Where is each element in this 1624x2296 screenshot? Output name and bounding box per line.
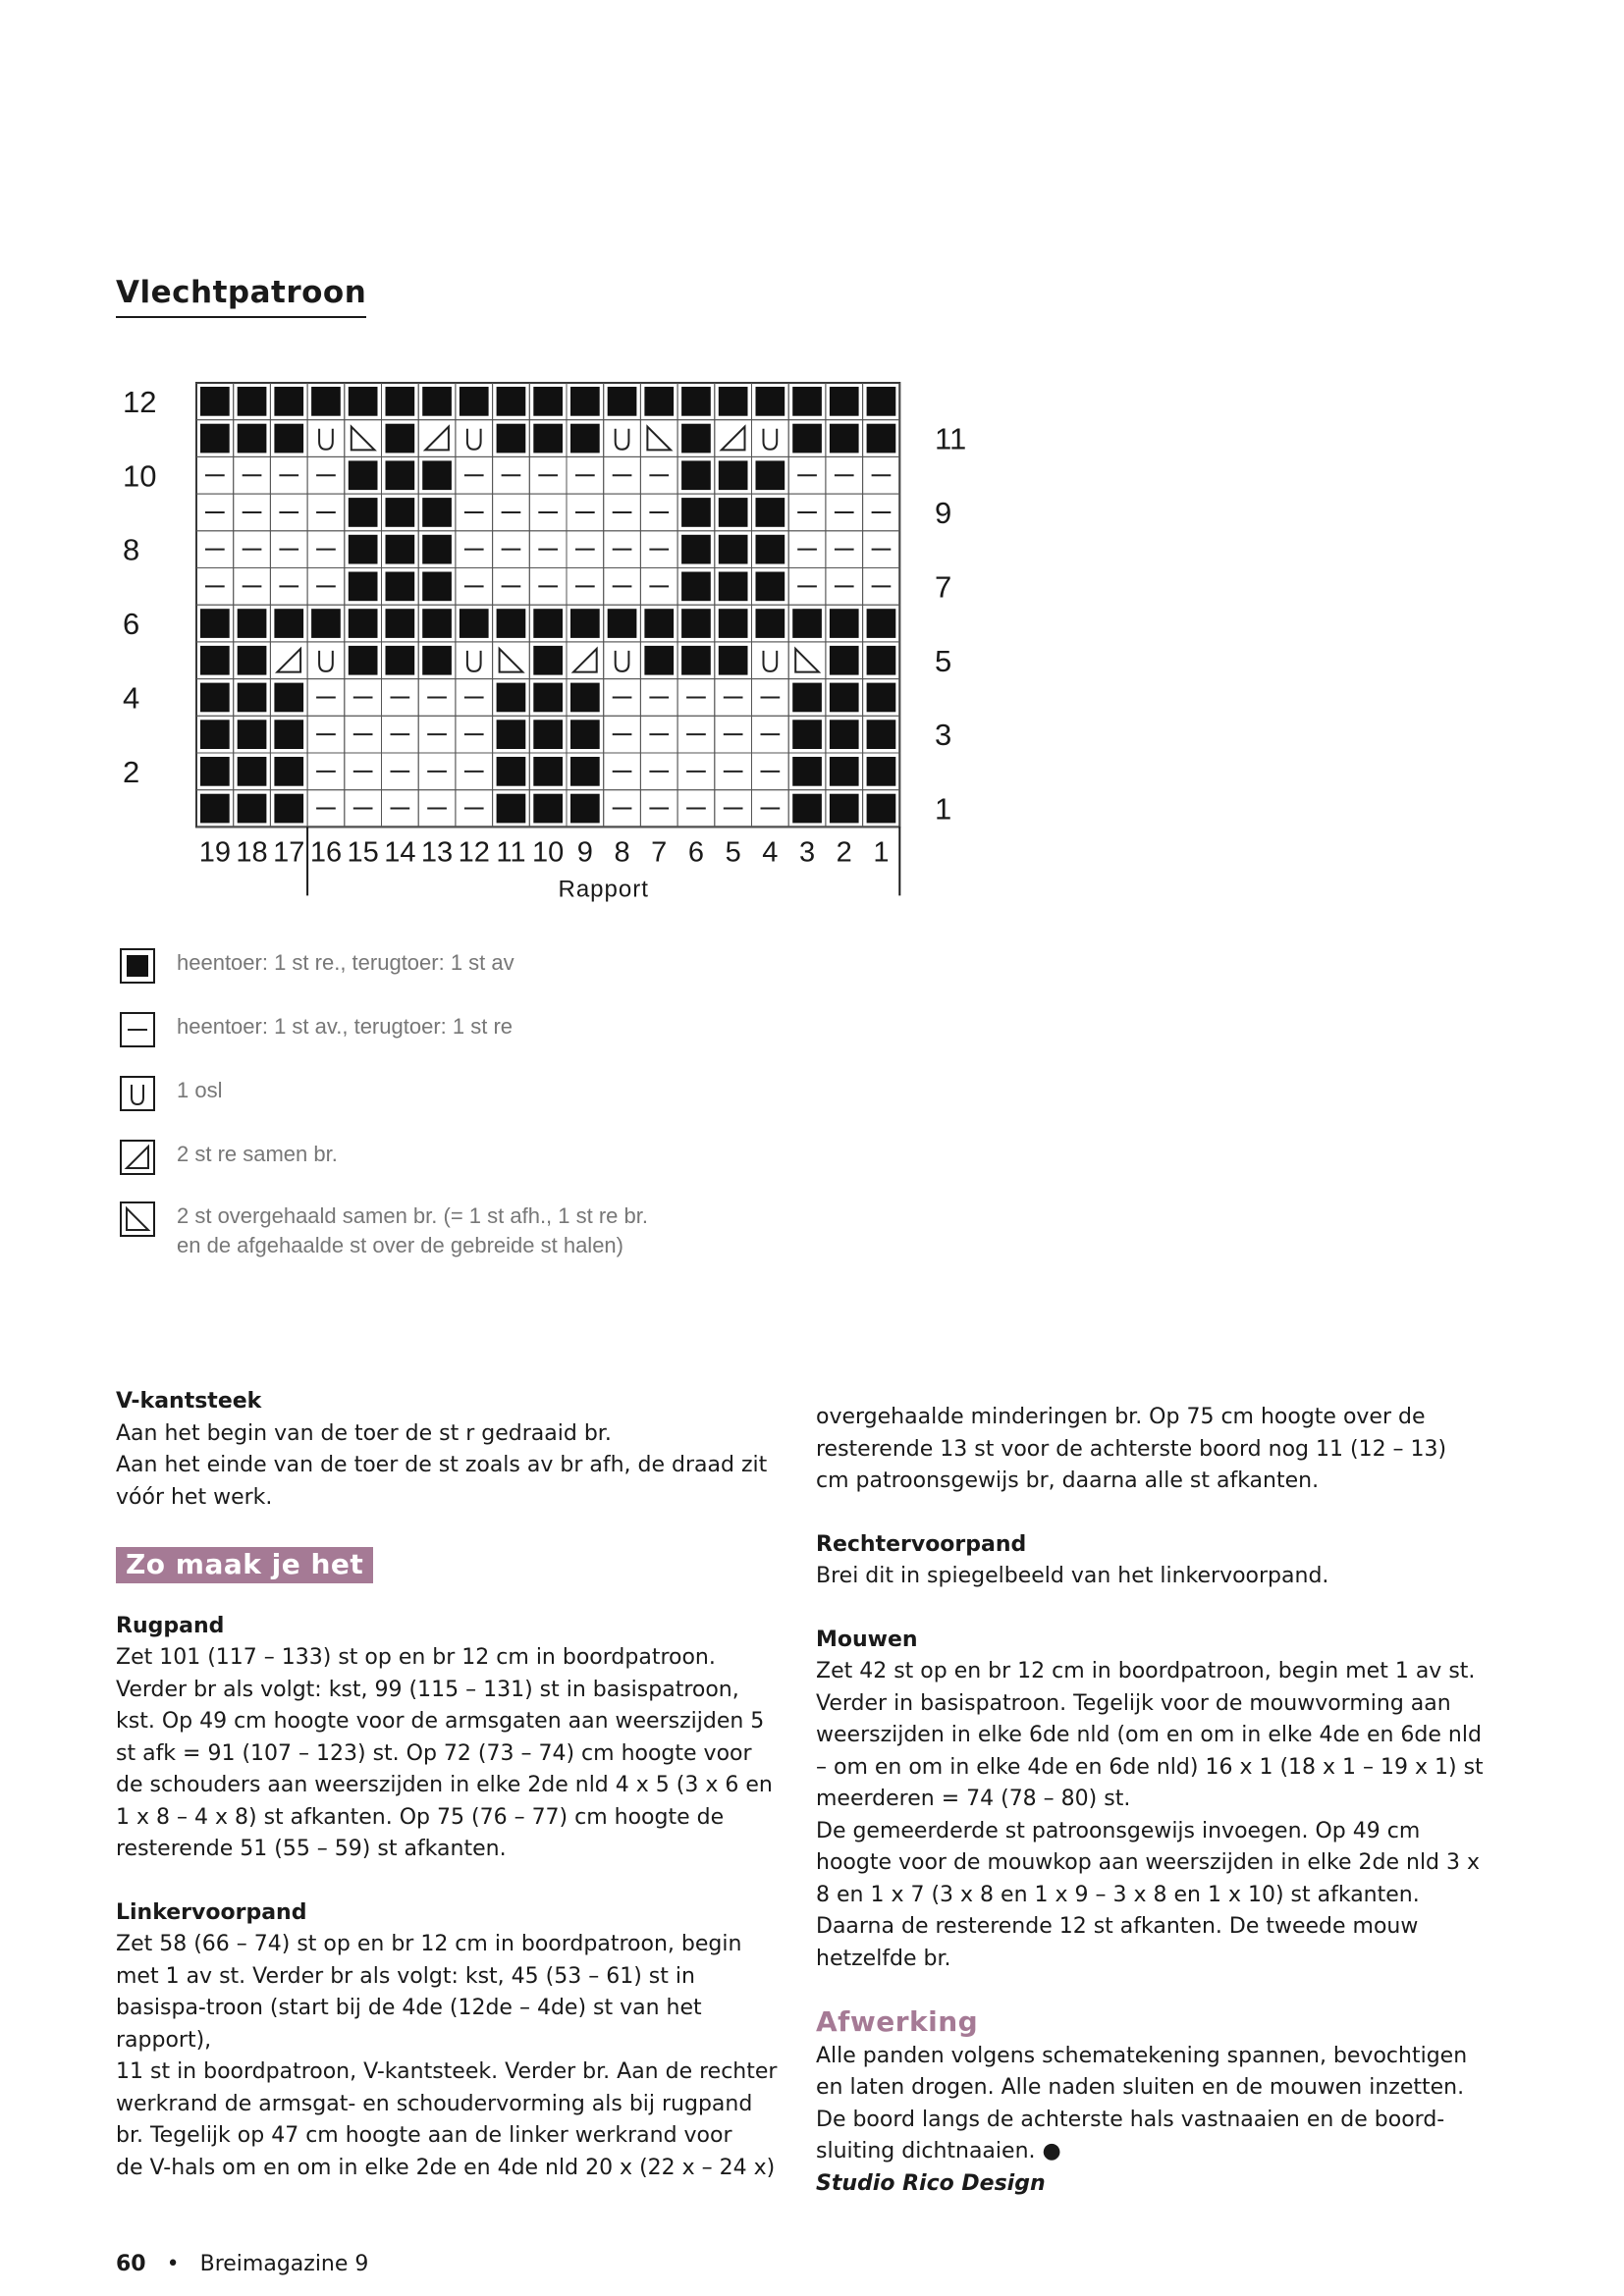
stitch-filled — [497, 794, 526, 824]
stitch-filled — [422, 387, 452, 416]
stitch-filled — [830, 720, 859, 749]
stitch-filled — [830, 757, 859, 786]
stitch-filled — [681, 535, 711, 564]
stitch-filled — [200, 794, 230, 824]
legend-text: heentoer: 1 st av., terugtoer: 1 st re — [177, 1014, 513, 1039]
row-label-left: 4 — [123, 680, 140, 716]
stitch-filled — [756, 498, 785, 527]
column-label: 2 — [836, 836, 852, 869]
stitch-filled — [533, 646, 563, 675]
column-label: 10 — [532, 836, 565, 869]
stitch-filled — [460, 609, 489, 638]
stitch-filled — [867, 387, 896, 416]
stitch-filled — [792, 609, 822, 638]
stitch-filled — [386, 646, 415, 675]
stitch-filled — [719, 498, 748, 527]
column-label: 8 — [614, 836, 630, 869]
stitch-filled — [274, 424, 303, 454]
stitch-filled — [497, 720, 526, 749]
stitch-filled — [570, 720, 600, 749]
legend-text: 2 st overgehaald samen br. (= 1 st afh., 1 st re br. en de afgehaalde st over de gebreide st halen) — [177, 1203, 648, 1257]
stitch-filled — [681, 572, 711, 602]
legend-text: heentoer: 1 st re., terugtoer: 1 st av — [177, 950, 514, 975]
row-label-right: 7 — [935, 569, 952, 605]
stitch-filled — [386, 387, 415, 416]
column-label: 11 — [496, 836, 526, 869]
column-label: 12 — [458, 836, 490, 869]
legend-text: 1 osl — [177, 1078, 223, 1102]
stitch-filled — [274, 757, 303, 786]
row-label-left: 10 — [123, 458, 157, 494]
stitch-filled — [497, 609, 526, 638]
stitch-filled — [867, 794, 896, 824]
stitch-filled — [533, 720, 563, 749]
column-label: 15 — [347, 836, 379, 869]
stitch-filled — [719, 535, 748, 564]
column-label: 7 — [651, 836, 668, 869]
stitch-filled — [200, 757, 230, 786]
stitch-filled — [867, 424, 896, 454]
legend-item — [120, 1140, 338, 1175]
stitch-filled — [792, 757, 822, 786]
column-label: 5 — [725, 836, 741, 869]
row-label-left: 8 — [123, 532, 140, 567]
stitch-filled — [533, 757, 563, 786]
stitch-filled — [644, 387, 674, 416]
linkervoorpand-title: Linkervoorpand — [116, 1899, 307, 1925]
stitch-filled — [756, 609, 785, 638]
stitch-filled — [386, 424, 415, 454]
stitch-filled — [238, 720, 267, 749]
afwerking-section — [816, 2006, 1484, 2200]
stitch-filled — [274, 387, 303, 416]
stitch-filled — [274, 683, 303, 713]
stitch-filled — [867, 609, 896, 638]
stitch-filled — [533, 794, 563, 824]
legend-item — [120, 1076, 222, 1111]
stitch-filled — [867, 646, 896, 675]
stitch-filled — [830, 646, 859, 675]
stitch-filled — [830, 794, 859, 824]
stitch-filled — [311, 387, 341, 416]
stitch-filled — [386, 498, 415, 527]
v-kantsteek-section — [116, 1386, 784, 1514]
stitch-filled — [386, 460, 415, 490]
stitch-filled — [830, 683, 859, 713]
stitch-filled — [681, 460, 711, 490]
stitch-filled — [867, 757, 896, 786]
stitch-filled — [756, 387, 785, 416]
column-label: 16 — [309, 836, 343, 869]
stitch-filled — [533, 609, 563, 638]
stitch-filled — [349, 498, 378, 527]
stitch-filled — [422, 498, 452, 527]
row-label-left: 12 — [123, 384, 157, 419]
signature: Studio Rico Design — [816, 2170, 1046, 2196]
legend-text: 2 st re samen br. — [177, 1142, 338, 1166]
knitting-chart — [0, 0, 1624, 923]
instructions-banner: Zo maak je het — [116, 1547, 373, 1583]
stitch-filled — [497, 683, 526, 713]
stitch-filled — [644, 646, 674, 675]
stitch-filled — [792, 720, 822, 749]
stitch-filled — [422, 572, 452, 602]
legend-item — [120, 1012, 513, 1047]
column-label: 13 — [420, 836, 454, 869]
rugpand-section — [116, 1611, 784, 1866]
column-label: 4 — [762, 836, 779, 869]
linkervoorpand-section — [116, 1897, 784, 2185]
stitch-filled — [386, 535, 415, 564]
legend-filled-icon — [120, 948, 155, 984]
stitch-filled — [422, 609, 452, 638]
stitch-filled — [719, 609, 748, 638]
row-label-right: 9 — [935, 495, 952, 530]
stitch-filled — [533, 424, 563, 454]
stitch-filled — [608, 387, 637, 416]
rechtervoorpand-title: Rechtervoorpand — [816, 1531, 1027, 1557]
column-label: 6 — [687, 836, 705, 869]
stitch-filled — [238, 794, 267, 824]
stitch-filled — [349, 609, 378, 638]
stitch-filled — [830, 424, 859, 454]
legend-item — [120, 1201, 648, 1260]
magazine-name: Breimagazine 9 — [199, 2252, 369, 2276]
stitch-filled — [274, 609, 303, 638]
stitch-filled — [792, 794, 822, 824]
page-footer — [116, 2252, 368, 2276]
right-column — [816, 1402, 1484, 2200]
stitch-filled — [533, 683, 563, 713]
afwerking-title: Afwerking — [816, 2005, 979, 2038]
stitch-filled — [533, 387, 563, 416]
column-label: 14 — [384, 836, 416, 869]
column-label: 19 — [198, 836, 231, 869]
stitch-filled — [681, 609, 711, 638]
stitch-filled — [422, 646, 452, 675]
stitch-filled — [386, 609, 415, 638]
stitch-filled — [238, 646, 267, 675]
rugpand-text: Zet 101 (117 – 133) st op en br 12 cm in boordpatroon. Verder br als volgt: kst, 99 (115 – 131) st in basispatroon, kst. Op 49 cm hoogte voor de armsgaten aan weerszijden 5 st afk = 91 (107 – 123) st. Op 72 (73 – 74) cm hoogte voor de schouders aan weerszijden in elke 2de nld 4 x 5 (3 x 6 en 1 x 8 – 4 x 8) st afkanten. Op 75 (76 – 77) cm hoogte de resterende 51 (55 – 59) st afkanten. — [116, 1645, 773, 1861]
stitch-filled — [386, 572, 415, 602]
mouwen-section — [816, 1625, 1484, 1976]
stitch-filled — [719, 460, 748, 490]
stitch-filled — [570, 683, 600, 713]
stitch-filled — [311, 609, 341, 638]
footer-separator: • — [166, 2252, 180, 2276]
page-number: 60 — [116, 2252, 146, 2276]
column-label: 1 — [873, 836, 890, 869]
stitch-filled — [497, 387, 526, 416]
legend-k2tog-icon — [120, 1140, 155, 1175]
column-label: 9 — [576, 836, 593, 869]
stitch-filled — [792, 424, 822, 454]
stitch-filled — [570, 387, 600, 416]
stitch-filled — [200, 609, 230, 638]
stitch-filled — [200, 646, 230, 675]
stitch-filled — [830, 609, 859, 638]
stitch-filled — [792, 387, 822, 416]
stitch-filled — [719, 646, 748, 675]
stitch-filled — [570, 424, 600, 454]
mouwen-title: Mouwen — [816, 1627, 918, 1652]
row-label-right: 11 — [935, 421, 967, 456]
repeat-label: Rapport — [558, 876, 649, 903]
continuation-text: overgehaalde minderingen br. Op 75 cm hoogte over de resterende 13 st voor de achterste boord nog 11 (12 – 13) cm patroonsgewijs br, daarna alle st afkanten. — [816, 1405, 1447, 1493]
stitch-filled — [274, 720, 303, 749]
stitch-filled — [238, 609, 267, 638]
stitch-filled — [274, 794, 303, 824]
legend-yarn-over-icon — [120, 1076, 155, 1111]
linkervoorpand-text: Zet 58 (66 – 74) st op en br 12 cm in boordpatroon, begin met 1 av st. Verder br als volgt: kst, 45 (53 – 61) st in basispa-troon (start bij de 4de (12de – 4de) st van het rapport), 11 st in boordpatroon, V-kantsteek. Verder br. Aan de rechter werkrand de armsgat- en schoudervorming als bij rugpand br. Tegelijk op 47 cm hoogte aan de linker werkrand voor de V-hals om en om in elke 2de en 4de nld 20 x (22 x – 24 x) — [116, 1932, 778, 2180]
stitch-filled — [238, 387, 267, 416]
stitch-filled — [570, 757, 600, 786]
afwerking-text: Alle panden volgens schematekening spannen, bevochtigen en laten drogen. Alle naden sluiten en de mouwen inzetten. De boord langs de achterste hals vastnaaien en de boord-sluiting dichtnaaien. ● — [816, 2043, 1468, 2163]
stitch-filled — [497, 424, 526, 454]
row-label-left: 6 — [123, 607, 140, 642]
stitch-filled — [681, 646, 711, 675]
stitch-filled — [349, 535, 378, 564]
stitch-filled — [681, 424, 711, 454]
column-label: 18 — [236, 836, 268, 869]
stitch-filled — [570, 794, 600, 824]
stitch-filled — [570, 609, 600, 638]
stitch-filled — [756, 572, 785, 602]
stitch-filled — [349, 460, 378, 490]
legend-dash-icon — [120, 1012, 155, 1047]
stitch-filled — [792, 683, 822, 713]
rechtervoorpand-section — [816, 1529, 1484, 1593]
stitch-filled — [608, 609, 637, 638]
stitch-filled — [238, 424, 267, 454]
stitch-filled — [756, 460, 785, 490]
stitch-filled — [422, 460, 452, 490]
v-kantsteek-title: V-kantsteek — [116, 1389, 262, 1414]
stitch-filled — [349, 646, 378, 675]
stitch-filled — [867, 720, 896, 749]
stitch-filled — [756, 535, 785, 564]
stitch-filled — [719, 572, 748, 602]
stitch-filled — [422, 535, 452, 564]
stitch-filled — [830, 387, 859, 416]
stitch-filled — [200, 720, 230, 749]
stitch-filled — [644, 609, 674, 638]
stitch-filled — [681, 498, 711, 527]
stitch-filled — [349, 387, 378, 416]
column-label: 3 — [798, 836, 816, 869]
left-column — [116, 1386, 784, 2184]
stitch-filled — [349, 572, 378, 602]
row-label-right: 5 — [935, 643, 952, 678]
section-title: Vlechtpatroon — [116, 275, 366, 318]
rugpand-title: Rugpand — [116, 1613, 225, 1638]
stitch-filled — [238, 757, 267, 786]
stitch-filled — [200, 424, 230, 454]
legend-item — [120, 948, 514, 984]
row-label-right: 1 — [935, 791, 952, 827]
legend-ssk-icon — [120, 1201, 155, 1237]
stitch-filled — [681, 387, 711, 416]
stitch-filled — [497, 757, 526, 786]
mouwen-text: Zet 42 st op en br 12 cm in boordpatroon, begin met 1 av st. Verder in basispatroon. Tegelijk voor de mouwvorming aan weerszijden in elke 6de nld (om en om in elke 4de en 6de nld – om en om in elke 4de en 6de nld) 16 x 1 (18 x 1 – 19 x 1) st meerderen = 74 (78 – 80) st. De gemeerderde st patroonsgewijs invoegen. Op 49 cm hoogte voor de mouwkop aan weerszijden in elke 2de nld 3 x 8 en 1 x 7 (3 x 8 en 1 x 9 – 3 x 8 en 1 x 10) st afkanten. Daarna de resterende 12 st afkanten. De tweede mouw hetzelfde br. — [816, 1659, 1484, 1971]
stitch-filled — [867, 683, 896, 713]
row-label-right: 3 — [935, 718, 952, 753]
stitch-filled — [200, 683, 230, 713]
rechtervoorpand-text: Brei dit in spiegelbeeld van het linkervoorpand. — [816, 1564, 1329, 1588]
row-label-left: 2 — [123, 754, 140, 789]
stitch-filled — [200, 387, 230, 416]
stitch-filled — [719, 387, 748, 416]
v-kantsteek-text: Aan het begin van de toer de st r gedraaid br. Aan het einde van de toer de st zoals av br afh, de draad zit vóór het werk. — [116, 1420, 768, 1510]
column-label: 17 — [273, 836, 305, 869]
stitch-filled — [238, 683, 267, 713]
stitch-filled — [460, 387, 489, 416]
